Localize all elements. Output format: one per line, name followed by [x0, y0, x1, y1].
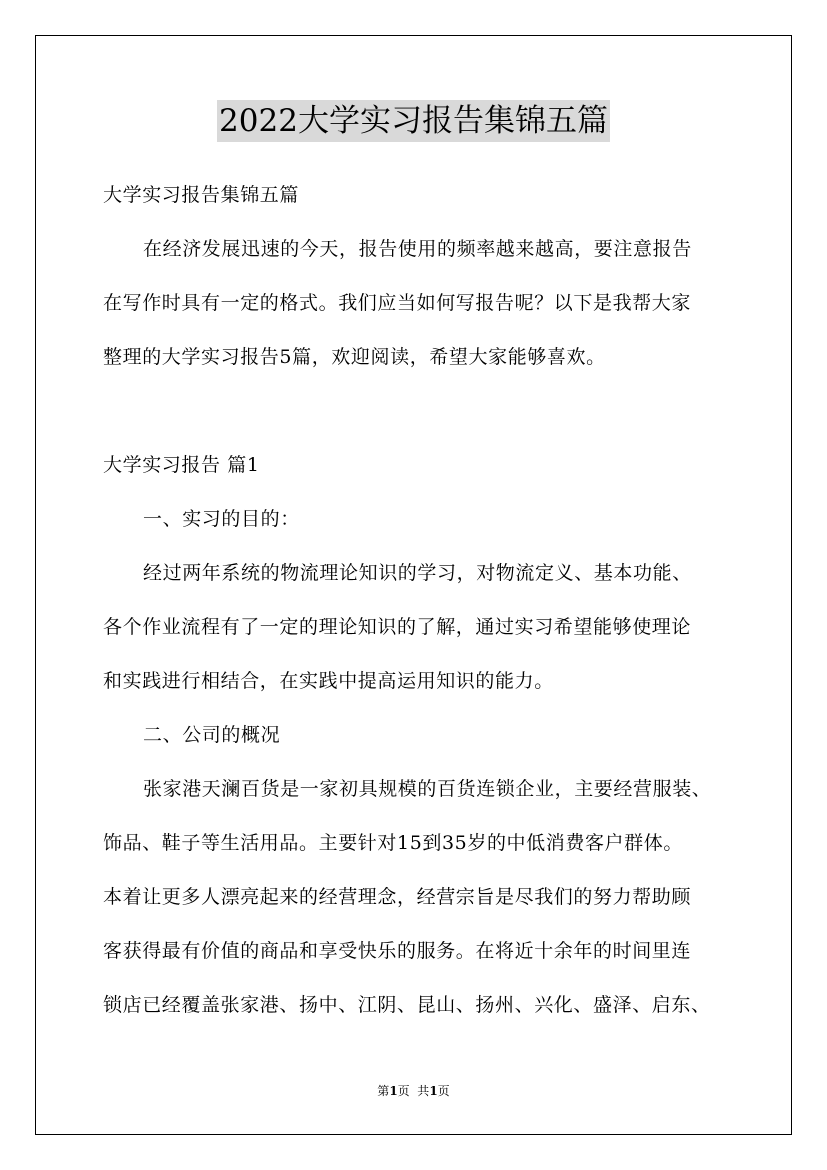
- part2-line-5: 锁店已经覆盖张家港、扬中、江阴、昆山、扬州、兴化、盛泽、启东、: [103, 994, 711, 1016]
- part1-line-3: 和实践进行相结合，在实践中提高运用知识的能力。: [103, 670, 554, 692]
- part2-line-2: 饰品、鞋子等生活用品。主要针对15到35岁的中低消费客户群体。: [103, 832, 683, 854]
- intro-line-1: 在经济发展迅速的今天，报告使用的频率越来越高，要注意报告: [143, 238, 692, 260]
- footer-page-current: 1: [389, 1084, 398, 1098]
- part2-line-4: 客获得最有价值的商品和享受快乐的服务。在将近十余年的时间里连: [103, 940, 692, 962]
- document-title: 2022大学实习报告集锦五篇: [217, 100, 610, 142]
- section-heading: 大学实习报告 篇1: [103, 454, 260, 476]
- intro-line-3: 整理的大学实习报告5篇，欢迎阅读，希望大家能够喜欢。: [103, 346, 606, 368]
- part2-heading: 二、公司的概况: [143, 724, 281, 746]
- part1-heading: 一、实习的目的：: [143, 508, 300, 530]
- footer-suffix: 页: [437, 1084, 450, 1098]
- document-subtitle: 大学实习报告集锦五篇: [103, 184, 300, 206]
- intro-line-2: 在写作时具有一定的格式。我们应当如何写报告呢？以下是我帮大家: [103, 292, 692, 314]
- part1-line-1: 经过两年系统的物流理论知识的学习，对物流定义、基本功能、: [143, 562, 692, 584]
- part2-line-3: 本着让更多人漂亮起来的经营理念，经营宗旨是尽我们的努力帮助顾: [103, 886, 692, 908]
- title-container: [0, 100, 827, 142]
- footer-prefix: 第: [377, 1084, 390, 1098]
- part1-line-2: 各个作业流程有了一定的理论知识的了解，通过实习希望能够使理论: [103, 616, 692, 638]
- footer-page-total: 1: [429, 1084, 438, 1098]
- page-footer: [0, 1083, 827, 1099]
- part2-line-1: 张家港天澜百货是一家初具规模的百货连锁企业，主要经营服装、: [143, 778, 712, 800]
- footer-mid: 页 共: [397, 1084, 430, 1098]
